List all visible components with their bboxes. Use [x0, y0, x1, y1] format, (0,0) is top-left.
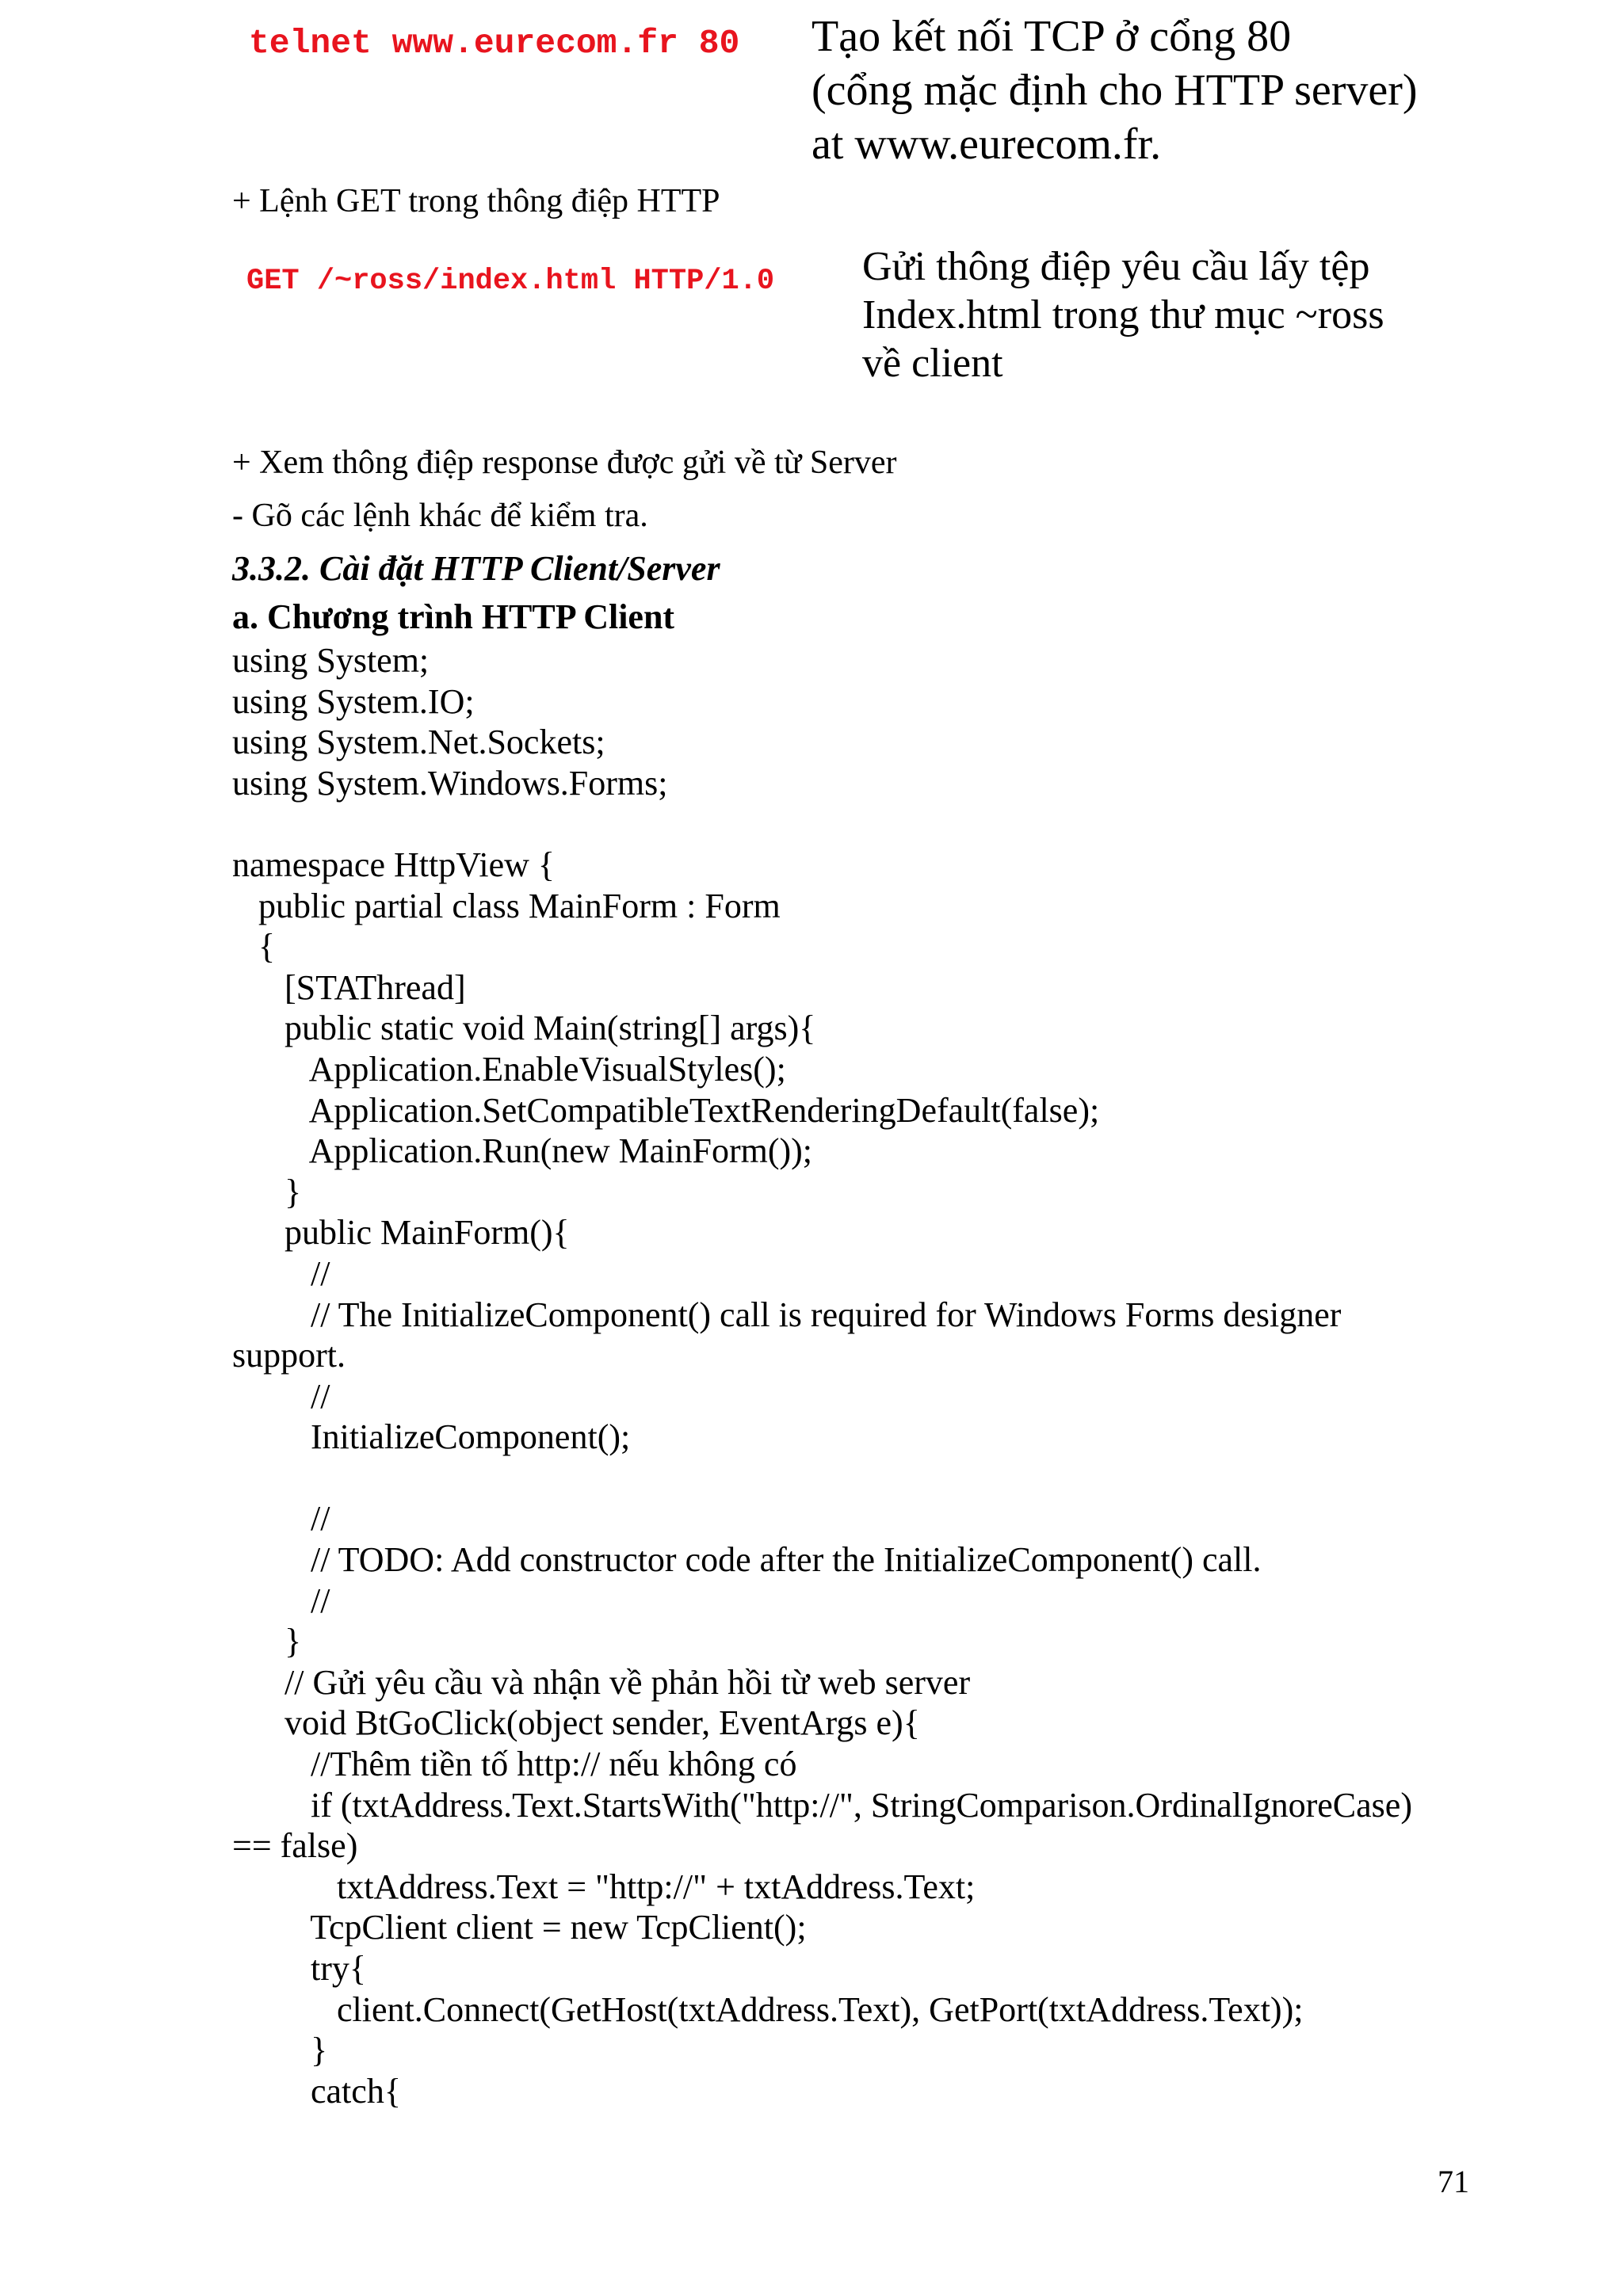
- bullet-other-commands: - Gõ các lệnh khác để kiểm tra.: [232, 498, 648, 534]
- code-line: public MainForm(){: [232, 1213, 570, 1253]
- get-intro: + Lệnh GET trong thông điệp HTTP: [232, 183, 720, 219]
- get-note-line: Gửi thông điệp yêu cầu lấy tệp: [862, 244, 1370, 289]
- code-line: txtAddress.Text = "http://" + txtAddress.Text;: [232, 1867, 976, 1906]
- code-line: [STAThread]: [232, 967, 466, 1007]
- code-line: Application.SetCompatibleTextRenderingDefault(false);: [232, 1090, 1100, 1130]
- code-line: Application.Run(new MainForm());: [232, 1131, 813, 1171]
- code-line: //Thêm tiền tố http:// nếu không có: [232, 1745, 797, 1784]
- telnet-note-line: Tạo kết nối TCP ở cổng 80: [812, 12, 1292, 61]
- bullet-response: + Xem thông điệp response được gửi về từ Server: [232, 444, 897, 481]
- code-line: // Gửi yêu cầu và nhận về phản hồi từ web server: [232, 1662, 971, 1702]
- code-line: if (txtAddress.Text.StartsWith("http://", StringComparison.OrdinalIgnoreCase): [232, 1785, 1412, 1825]
- get-note-line: về client: [862, 341, 1003, 386]
- code-line: == false): [232, 1826, 358, 1866]
- code-line: public partial class MainForm : Form: [232, 886, 781, 925]
- code-line: TcpClient client = new TcpClient();: [232, 1908, 807, 1947]
- telnet-note-line: at www.eurecom.fr.: [812, 120, 1162, 169]
- code-line: using System.IO;: [232, 681, 475, 721]
- code-line: //: [232, 1253, 330, 1293]
- code-line: public static void Main(string[] args){: [232, 1009, 816, 1048]
- get-note: [862, 242, 1575, 387]
- code-line: //: [232, 1581, 330, 1620]
- code-line: support.: [232, 1336, 346, 1375]
- code-line: using System;: [232, 641, 430, 680]
- code-line: void BtGoClick(object sender, EventArgs e){: [232, 1703, 920, 1743]
- telnet-note: [812, 10, 1604, 171]
- code-line: [232, 803, 1595, 845]
- page-number: 71: [1438, 2164, 1469, 2199]
- code-line: catch{: [232, 2071, 401, 2111]
- subsection-heading: a. Chương trình HTTP Client: [232, 597, 675, 636]
- code-listing: [232, 640, 1595, 2111]
- code-line: try{: [232, 1949, 366, 1988]
- code-line: [232, 1458, 1595, 1499]
- telnet-command: telnet www.eurecom.fr 80: [249, 24, 740, 63]
- code-line: Application.EnableVisualStyles();: [232, 1049, 786, 1089]
- get-note-line: Index.html trong thư mục ~ross: [862, 292, 1384, 338]
- code-line: client.Connect(GetHost(txtAddress.Text), GetPort(txtAddress.Text));: [232, 1989, 1304, 2029]
- code-line: }: [232, 1172, 302, 1211]
- code-line: InitializeComponent();: [232, 1417, 631, 1457]
- code-line: // TODO: Add constructor code after the InitializeComponent() call.: [232, 1540, 1262, 1580]
- code-line: // The InitializeComponent() call is required for Windows Forms designer: [232, 1295, 1342, 1334]
- get-command: GET /~ross/index.html HTTP/1.0: [246, 265, 775, 298]
- code-line: //: [232, 1376, 330, 1416]
- code-line: }: [232, 2031, 328, 2070]
- code-line: //: [232, 1499, 330, 1539]
- code-line: using System.Windows.Forms;: [232, 763, 668, 803]
- code-line: namespace HttpView {: [232, 845, 555, 884]
- code-line: }: [232, 1622, 302, 1661]
- code-line: using System.Net.Sockets;: [232, 723, 605, 762]
- telnet-note-line: (cổng mặc định cho HTTP server): [812, 66, 1418, 115]
- section-heading: 3.3.2. Cài đặt HTTP Client/Server: [232, 549, 720, 588]
- code-line: {: [232, 927, 276, 967]
